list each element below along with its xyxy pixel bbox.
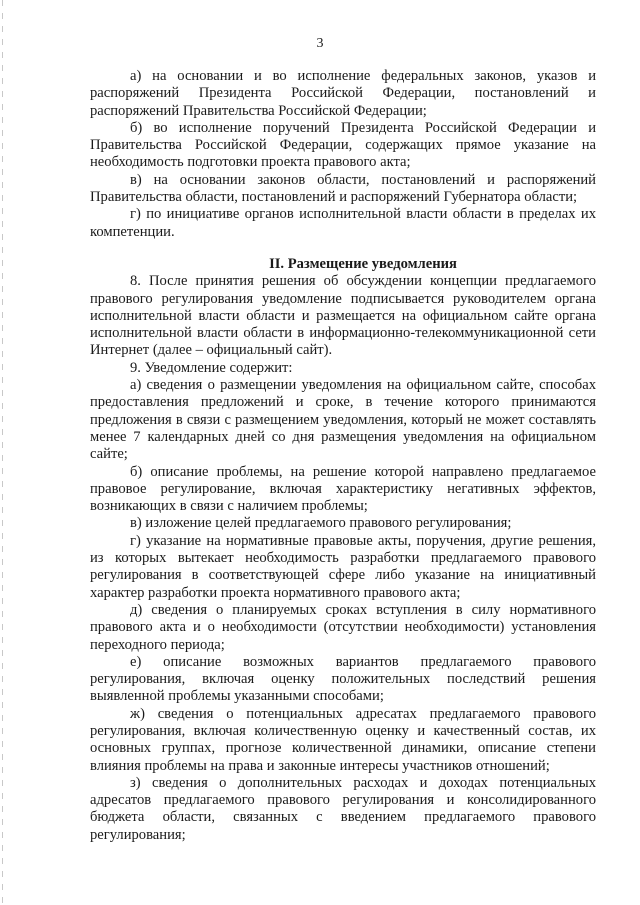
page-number: 3 [316, 36, 324, 51]
paragraph-g: г) по инициативе органов исполнительной власти области в пределах их компетенции. [90, 206, 596, 240]
paragraph-b: б) во исполнение поручений Президента Российской Федерации и Правительства Российской Федерации, содержащих прямое указание на необходимость подготовки проекта правового акта; [90, 119, 596, 171]
paragraph-9e: е) описание возможных вариантов предлагаемого правового регулирования, включая оценку положительных последствий решения выявленной проблемы указанными способами; [90, 653, 596, 705]
paragraph-9g: г) указание на нормативные правовые акты, поручения, другие решения, из которых вытекает необходимость разработки предлагаемого правового регулирования в соответствующей сфере либо указание на инициативный характер разработки проекта нормативного правового акта; [90, 532, 596, 601]
document-body [90, 68, 596, 844]
scan-edge-mark [2, 0, 3, 905]
paragraph-a: а) на основании и во исполнение федеральных законов, указов и распоряжений Президента Российской Федерации, постановлений и распоряжений Правительства Российской Федерации; [90, 68, 596, 119]
paragraph-9b: б) описание проблемы, на решение которой направлено предлагаемое правовое регулирование, включая характеристику негативных эффектов, возникающих в связи с наличием проблемы; [90, 463, 596, 515]
paragraph-9d: д) сведения о планируемых сроках вступления в силу нормативного правового акта и о необходимости (отсутствии необходимости) установления переходного периода; [90, 601, 596, 653]
section-heading: II. Размещение уведомления [269, 255, 457, 272]
paragraph-9a: а) сведения о размещении уведомления на официальном сайте, способах предоставления предложений и сроке, в течение которого принимаются предложения в связи с размещением уведомления, который не может составлять менее 7 календарных дней со дня размещения уведомления на официальном сайте; [90, 377, 596, 463]
paragraph-v: в) на основании законов области, постановлений и распоряжений Правительства области, постановлений и распоряжений Губернатора области; [90, 171, 596, 206]
paragraph-9: 9. Уведомление содержит: [130, 359, 293, 376]
paragraph-8: 8. После принятия решения об обсуждении концепции предлагаемого правового регулирования уведомление подписывается руководителем органа исполнительной власти области и размещается на официальном сайте органа исполнительной власти области в информационно-телекоммуникационной сети Интернет (далее – официальный сайт). [90, 273, 596, 359]
paragraph-9z: з) сведения о дополнительных расходах и доходах потенциальных адресатов предлагаемого правового регулирования и консолидированного бюджета области, связанных с введением предлагаемого правового регулирования; [90, 774, 596, 843]
paragraph-9v: в) изложение целей предлагаемого правового регулирования; [130, 515, 512, 532]
paragraph-9zh: ж) сведения о потенциальных адресатах предлагаемого правового регулирования, включая количественную оценку и качественный состав, их основных группах, прогнозе количественной динамики, описание степени влияния проблемы на права и законные интересы участников отношений; [90, 705, 596, 774]
